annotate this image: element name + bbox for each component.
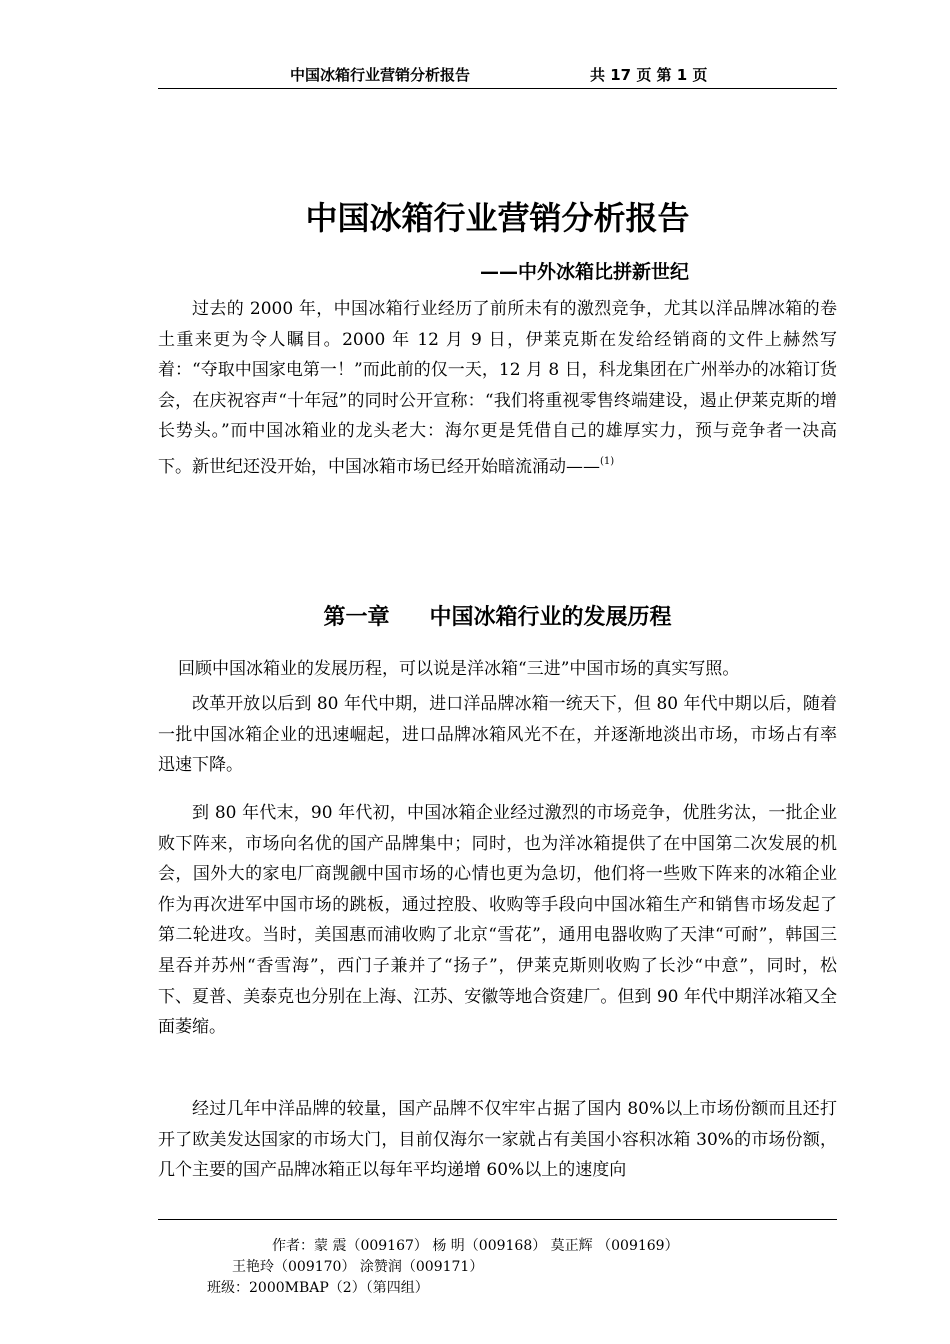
intro-paragraph — [158, 294, 837, 483]
body-paragraph-3: 经过几年中洋品牌的较量，国产品牌不仅牢牢占据了国内 80%以上市场份额而且还打开了欧美发达国家的市场大门，目前仅海尔一家就占有美国小容积冰箱 30%的市场份额，几个主要的国产品牌冰箱正以每年平均递增 60%以上的速度向 — [158, 1099, 837, 1181]
chapter-lead: 回顾中国冰箱业的发展历程，可以说是洋冰箱“三进”中国市场的真实写照。 — [178, 659, 740, 679]
document-subtitle: ——中外冰箱比拼新世纪 — [480, 261, 690, 283]
body-paragraph-2: 到 80 年代末，90 年代初，中国冰箱企业经过激烈的市场竞争，优胜劣汰，一批企业败下阵来，市场向名优的国产品牌集中；同时，也为洋冰箱提供了在中国第二次发展的机会，国外大的家电厂商觊觎中国市场的心情也更为急切，他们将一些败下阵来的冰箱企业作为再次进军中国市场的跳板，通过控股、收购等手段向中国冰箱生产和销售市场发起了第二轮进攻。当时，美国惠而浦收购了北京“雪花”，通用电器收购了天津“可耐”，韩国三星吞并苏州“香雪海”，西门子兼并了“扬子”，伊莱克斯则收购了长沙“中意”，同时，松下、夏普、美泰克也分别在上海、江苏、安徽等地合资建厂。但到 90 年代中期洋冰箱又全面萎缩。 — [158, 803, 837, 1038]
footnote-marker: (1) — [600, 455, 615, 467]
footer-authors-line-1: 作者：蒙 震（009167） 杨 明（009168） 莫正辉 （009169） — [272, 1238, 679, 1254]
footer-class-line: 班级：2000MBAP（2）（第四组） — [207, 1280, 429, 1296]
footer-authors-line-2: 王艳玲（009170） 涂赞润（009171） — [232, 1259, 484, 1275]
chapter-heading — [158, 602, 837, 634]
page-header — [158, 64, 837, 89]
document-title: 中国冰箱行业营销分析报告 — [305, 199, 690, 237]
body-paragraph-1: 改革开放以后到 80 年代中期，进口洋品牌冰箱一统天下，但 80 年代中期以后，随着一批中国冰箱企业的迅速崛起，进口品牌冰箱风光不在，并逐渐地淡出市场，市场占有率迅速下降。 — [158, 694, 837, 776]
header-title: 中国冰箱行业营销分析报告 — [290, 66, 471, 84]
chapter-title: 中国冰箱行业的发展历程 — [429, 605, 672, 630]
intro-text: 过去的 2000 年，中国冰箱行业经历了前所未有的激烈竞争，尤其以洋品牌冰箱的卷土重来更为令人瞩目。2000 年 12 月 9 日，伊莱克斯在发给经销商的文件上赫然写着：“夺取中国家电第一！”而此前的仅一天，12 月 8 日，科龙集团在广州举办的冰箱订货会，在庆祝容声“十年冠”的同时公开宣称：“我们将重视零售终端建设，遏止伊莱克斯的增长势头。”而中国冰箱业的龙头老大：海尔更是凭借自己的雄厚实力，预与竞争者一决高下。新世纪还没开始，中国冰箱市场已经开始暗流涌动—— — [158, 299, 837, 477]
footer-divider — [158, 1219, 837, 1220]
chapter-number: 第一章 — [323, 605, 390, 630]
header-page-count: 共 17 页 第 1 页 — [590, 66, 708, 84]
